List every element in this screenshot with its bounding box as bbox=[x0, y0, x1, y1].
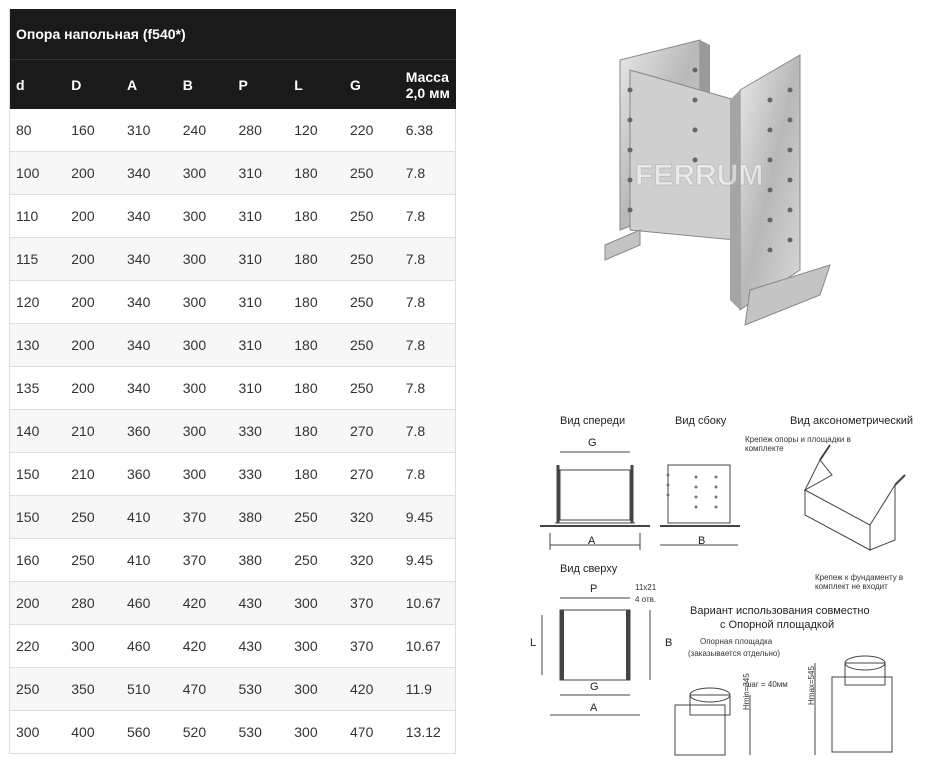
table-cell: 250 bbox=[344, 281, 400, 324]
table-row bbox=[10, 711, 456, 754]
table-cell: 150 bbox=[10, 496, 66, 539]
table-cell: 160 bbox=[65, 109, 121, 152]
table-cell: 320 bbox=[344, 496, 400, 539]
column-header: Масса 2,0 мм bbox=[400, 60, 456, 110]
table-cell: 300 bbox=[177, 453, 233, 496]
table-cell: 520 bbox=[177, 711, 233, 754]
table-cell: 120 bbox=[10, 281, 66, 324]
table-cell: 340 bbox=[121, 367, 177, 410]
table-cell: 7.8 bbox=[400, 367, 456, 410]
table-cell: 13.12 bbox=[400, 711, 456, 754]
table-cell: 300 bbox=[177, 238, 233, 281]
product-photo bbox=[600, 30, 840, 330]
variant-title-2: с Опорной площадкой bbox=[720, 619, 835, 631]
table-row bbox=[10, 152, 456, 195]
front-view-title: Вид спереди bbox=[560, 415, 626, 427]
table-cell: 380 bbox=[233, 496, 289, 539]
table-cell: 300 bbox=[288, 625, 344, 668]
table-title: Опора напольная (f540*) bbox=[10, 9, 456, 60]
top-dim-b: B bbox=[665, 637, 673, 649]
top-dim-g: G bbox=[590, 681, 599, 693]
table-cell: 300 bbox=[65, 625, 121, 668]
table-cell: 400 bbox=[65, 711, 121, 754]
fastener-note: Крепеж опоры и площадки в комплекте bbox=[745, 435, 851, 453]
table-cell: 7.8 bbox=[400, 195, 456, 238]
table-row bbox=[10, 668, 456, 711]
table-cell: 420 bbox=[177, 625, 233, 668]
table-cell: 160 bbox=[10, 539, 66, 582]
table-cell: 10.67 bbox=[400, 582, 456, 625]
table-cell: 180 bbox=[288, 453, 344, 496]
table-row bbox=[10, 281, 456, 324]
table-cell: 210 bbox=[65, 453, 121, 496]
table-cell: 180 bbox=[288, 410, 344, 453]
table-cell: 310 bbox=[233, 238, 289, 281]
side-view-title: Вид сбоку bbox=[675, 415, 727, 427]
column-header: B bbox=[177, 60, 233, 110]
table-cell: 280 bbox=[65, 582, 121, 625]
front-dim-g: G bbox=[588, 437, 597, 449]
table-cell: 220 bbox=[10, 625, 66, 668]
table-cell: 250 bbox=[344, 238, 400, 281]
table-cell: 250 bbox=[344, 367, 400, 410]
table-cell: 120 bbox=[288, 109, 344, 152]
hole-count: 4 отв. bbox=[635, 595, 657, 604]
foundation-note: Крепеж к фундаменту в комплект не входит bbox=[815, 573, 904, 591]
column-header: G bbox=[344, 60, 400, 110]
table-cell: 340 bbox=[121, 195, 177, 238]
table-cell: 460 bbox=[121, 625, 177, 668]
table-cell: 430 bbox=[233, 582, 289, 625]
table-cell: 140 bbox=[10, 410, 66, 453]
table-cell: 300 bbox=[288, 668, 344, 711]
step-note: шаг = 40мм bbox=[745, 680, 788, 689]
table-cell: 220 bbox=[344, 109, 400, 152]
table-cell: 180 bbox=[288, 152, 344, 195]
table-cell: 300 bbox=[177, 367, 233, 410]
table-cell: 310 bbox=[121, 109, 177, 152]
table-cell: 310 bbox=[233, 324, 289, 367]
table-cell: 420 bbox=[344, 668, 400, 711]
table-cell: 410 bbox=[121, 496, 177, 539]
platform-note-2: (заказывается отдельно) bbox=[688, 649, 781, 658]
table-cell: 460 bbox=[121, 582, 177, 625]
table-cell: 7.8 bbox=[400, 152, 456, 195]
table-cell: 270 bbox=[344, 410, 400, 453]
table-cell: 300 bbox=[288, 711, 344, 754]
table-cell: 130 bbox=[10, 324, 66, 367]
table-cell: 11.9 bbox=[400, 668, 456, 711]
table-cell: 310 bbox=[233, 281, 289, 324]
table-cell: 6.38 bbox=[400, 109, 456, 152]
table-cell: 470 bbox=[177, 668, 233, 711]
table-cell: 180 bbox=[288, 367, 344, 410]
table-cell: 80 bbox=[10, 109, 66, 152]
table-cell: 360 bbox=[121, 453, 177, 496]
table-cell: 510 bbox=[121, 668, 177, 711]
table-cell: 340 bbox=[121, 238, 177, 281]
table-cell: 380 bbox=[233, 539, 289, 582]
table-cell: 410 bbox=[121, 539, 177, 582]
table-cell: 180 bbox=[288, 281, 344, 324]
table-row bbox=[10, 582, 456, 625]
table-cell: 250 bbox=[65, 496, 121, 539]
table-row bbox=[10, 238, 456, 281]
table-row bbox=[10, 453, 456, 496]
table-cell: 300 bbox=[10, 711, 66, 754]
table-cell: 330 bbox=[233, 410, 289, 453]
table-cell: 300 bbox=[177, 152, 233, 195]
table-cell: 200 bbox=[10, 582, 66, 625]
table-cell: 7.8 bbox=[400, 453, 456, 496]
table-cell: 340 bbox=[121, 152, 177, 195]
table-cell: 7.8 bbox=[400, 281, 456, 324]
table-cell: 300 bbox=[177, 410, 233, 453]
table-cell: 300 bbox=[177, 324, 233, 367]
table-cell: 310 bbox=[233, 367, 289, 410]
table-row bbox=[10, 496, 456, 539]
table-cell: 115 bbox=[10, 238, 66, 281]
hmin-label: Hmin=345 bbox=[742, 673, 751, 710]
table-cell: 340 bbox=[121, 281, 177, 324]
table-cell: 250 bbox=[344, 195, 400, 238]
table-cell: 9.45 bbox=[400, 539, 456, 582]
table-cell: 110 bbox=[10, 195, 66, 238]
table-cell: 250 bbox=[10, 668, 66, 711]
column-header: A bbox=[121, 60, 177, 110]
specs-table bbox=[9, 9, 456, 754]
table-cell: 180 bbox=[288, 195, 344, 238]
table-cell: 10.67 bbox=[400, 625, 456, 668]
table-cell: 250 bbox=[344, 152, 400, 195]
table-cell: 300 bbox=[177, 195, 233, 238]
front-dim-a: A bbox=[588, 535, 596, 547]
platform-note-1: Опорная площадка bbox=[700, 637, 773, 646]
table-cell: 310 bbox=[233, 152, 289, 195]
technical-drawings bbox=[520, 405, 930, 767]
table-cell: 330 bbox=[233, 453, 289, 496]
table-cell: 360 bbox=[121, 410, 177, 453]
top-dim-p: P bbox=[590, 583, 598, 595]
table-row bbox=[10, 539, 456, 582]
table-cell: 560 bbox=[121, 711, 177, 754]
table-body bbox=[10, 109, 456, 754]
table-row bbox=[10, 625, 456, 668]
top-view-title: Вид сверху bbox=[560, 563, 618, 575]
table-row bbox=[10, 410, 456, 453]
table-cell: 7.8 bbox=[400, 238, 456, 281]
table-cell: 340 bbox=[121, 324, 177, 367]
table-cell: 100 bbox=[10, 152, 66, 195]
column-header: P bbox=[233, 60, 289, 110]
table-row bbox=[10, 195, 456, 238]
table-cell: 250 bbox=[288, 539, 344, 582]
table-cell: 250 bbox=[288, 496, 344, 539]
table-cell: 200 bbox=[65, 324, 121, 367]
table-cell: 7.8 bbox=[400, 410, 456, 453]
top-dim-a: A bbox=[590, 702, 598, 714]
table-cell: 300 bbox=[177, 281, 233, 324]
table-cell: 530 bbox=[233, 668, 289, 711]
table-cell: 430 bbox=[233, 625, 289, 668]
table-cell: 180 bbox=[288, 238, 344, 281]
table-cell: 9.45 bbox=[400, 496, 456, 539]
table-cell: 200 bbox=[65, 152, 121, 195]
table-header-row bbox=[10, 60, 456, 110]
column-header: L bbox=[288, 60, 344, 110]
column-header: D bbox=[65, 60, 121, 110]
table-cell: 280 bbox=[233, 109, 289, 152]
variant-title-1: Вариант использования совместно bbox=[690, 605, 870, 617]
table-cell: 150 bbox=[10, 453, 66, 496]
watermark: FERRUM bbox=[635, 159, 764, 192]
table-cell: 320 bbox=[344, 539, 400, 582]
table-cell: 310 bbox=[233, 195, 289, 238]
table-row bbox=[10, 109, 456, 152]
table-cell: 250 bbox=[344, 324, 400, 367]
table-cell: 530 bbox=[233, 711, 289, 754]
table-cell: 420 bbox=[177, 582, 233, 625]
table-row bbox=[10, 367, 456, 410]
table-row bbox=[10, 324, 456, 367]
table-cell: 200 bbox=[65, 367, 121, 410]
axo-view-title: Вид аксонометрический bbox=[790, 415, 914, 427]
table-cell: 240 bbox=[177, 109, 233, 152]
side-dim-b: B bbox=[698, 535, 706, 547]
table-cell: 300 bbox=[288, 582, 344, 625]
table-cell: 7.8 bbox=[400, 324, 456, 367]
table-cell: 180 bbox=[288, 324, 344, 367]
table-cell: 135 bbox=[10, 367, 66, 410]
table-cell: 270 bbox=[344, 453, 400, 496]
table-cell: 200 bbox=[65, 238, 121, 281]
hole-note: 11х21 bbox=[635, 583, 657, 592]
column-header: d bbox=[10, 60, 66, 110]
hmax-label: Hmax=545 bbox=[807, 666, 816, 705]
table-cell: 370 bbox=[344, 625, 400, 668]
table-cell: 200 bbox=[65, 195, 121, 238]
table-cell: 470 bbox=[344, 711, 400, 754]
table-cell: 370 bbox=[177, 539, 233, 582]
table-cell: 200 bbox=[65, 281, 121, 324]
table-cell: 370 bbox=[344, 582, 400, 625]
table-cell: 250 bbox=[65, 539, 121, 582]
table-cell: 210 bbox=[65, 410, 121, 453]
table-cell: 370 bbox=[177, 496, 233, 539]
top-dim-l: L bbox=[530, 637, 537, 649]
table-cell: 350 bbox=[65, 668, 121, 711]
